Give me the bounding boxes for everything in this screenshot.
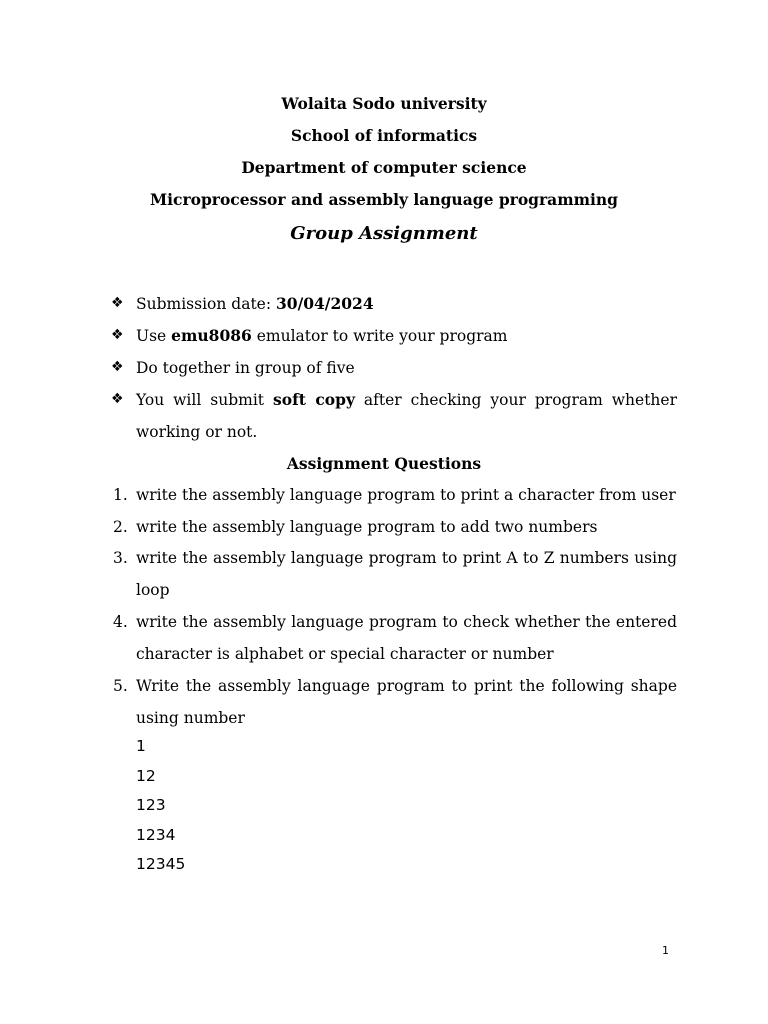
question-text: write the assembly language program to check whether the entered character is alphabet or special character or number — [136, 613, 677, 663]
page-number: 1 — [662, 944, 669, 957]
shape-line: 12 — [136, 766, 156, 785]
school-name: School of informatics — [290, 126, 478, 145]
question-number: 5. — [113, 677, 128, 695]
question-text: write the assembly language program to print A to Z numbers using loop — [136, 549, 677, 599]
bullet-text: Submission date: 30/04/2024 — [136, 294, 374, 313]
diamond-bullet-icon: ❖ — [111, 391, 124, 407]
course-name: Microprocessor and assembly language programming — [149, 190, 619, 209]
document-title: Group Assignment — [290, 223, 478, 244]
bullet-text: You will submit soft copy after checking your program whether working or not. — [136, 390, 677, 441]
diamond-bullet-icon: ❖ — [111, 295, 124, 311]
shape-line: 123 — [136, 796, 166, 814]
department-name: Department of computer science — [241, 158, 527, 177]
diamond-bullet-icon: ❖ — [111, 359, 124, 375]
diamond-bullet-icon: ❖ — [111, 327, 124, 343]
bullet-text: Do together in group of five — [136, 359, 355, 377]
bullet-submission-format — [0, 384, 768, 448]
shape-line: 1234 — [136, 825, 176, 844]
number-shape — [136, 732, 185, 880]
question-number: 4. — [113, 613, 128, 631]
question-text: write the assembly language program to add two numbers — [136, 518, 598, 536]
question-number: 2. — [113, 518, 128, 536]
question-number: 3. — [113, 549, 128, 567]
question-text: write the assembly language program to print a character from user — [136, 486, 676, 504]
shape-line: 12345 — [136, 855, 186, 873]
question-text: Write the assembly language program to print the following shape using number — [136, 677, 677, 727]
bullet-text: Use emu8086 emulator to write your program — [136, 326, 508, 345]
question-number: 1. — [113, 486, 128, 504]
university-name: Wolaita Sodo university — [281, 94, 487, 113]
shape-line: 1 — [136, 737, 146, 755]
questions-heading: Assignment Questions — [286, 454, 482, 473]
